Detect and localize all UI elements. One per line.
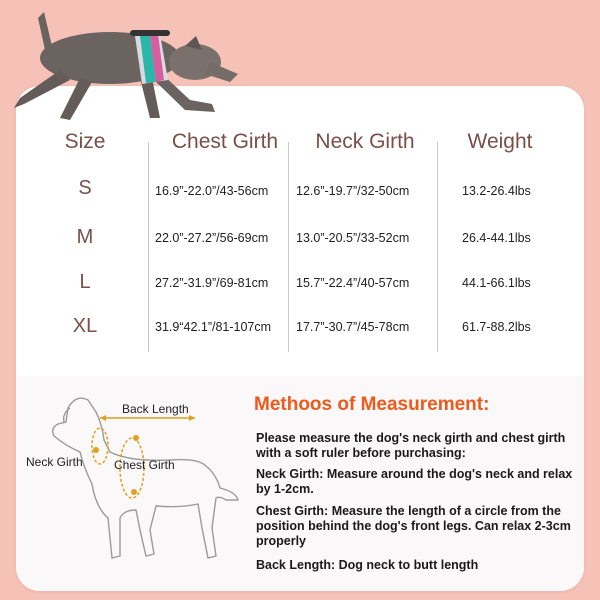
row-weight: 26.4-44.1lbs <box>462 231 531 245</box>
row-chest: 27.2”-31.9”/69-81cm <box>155 276 269 290</box>
column-divider <box>437 142 438 352</box>
row-size: M <box>76 226 94 248</box>
row-neck: 12.6”-19.7”/32-50cm <box>296 184 410 198</box>
column-divider <box>148 142 149 352</box>
method-neck: Neck Girth: Measure around the dog's neck and relax by 1-2cm. <box>256 467 573 496</box>
neck-girth-loop <box>92 428 108 464</box>
row-neck: 13.0”-20.5”/33-52cm <box>296 231 410 245</box>
row-size: XL <box>72 315 98 337</box>
back-length-label: Back Length <box>122 402 189 416</box>
header-size: Size <box>64 130 106 153</box>
method-intro: Please measure the dog's neck girth and chest girth with a soft ruler before purchasing: <box>256 431 566 460</box>
row-weight: 13.2-26.4lbs <box>462 184 531 198</box>
size-table <box>50 130 570 355</box>
row-neck: 17.7”-30.7”/45-78cm <box>296 320 410 334</box>
method-back: Back Length: Dog neck to butt length <box>256 558 479 572</box>
dog-outline-icon <box>53 398 238 558</box>
dog-running-photo <box>0 0 250 130</box>
row-chest: 22.0”-27.2”/56-69cm <box>155 231 269 245</box>
header-chest-girth: Chest Girth <box>171 130 279 153</box>
row-weight: 61.7-88.2lbs <box>462 320 531 334</box>
method-title: Methoos of Measurement: <box>254 394 490 415</box>
row-neck: 15.7”-22.4”/40-57cm <box>296 276 410 290</box>
row-chest: 31.9“42.1”/81-107cm <box>155 320 272 334</box>
column-divider <box>288 142 289 352</box>
row-size: S <box>78 177 92 199</box>
method-chest: Chest Girth: Measure the length of a circle from the position behind the dog's front legs. Can relax 2-3cm properly <box>256 504 571 548</box>
header-neck-girth: Neck Girth <box>315 130 415 153</box>
row-weight: 44.1-66.1lbs <box>462 276 531 290</box>
header-weight: Weight <box>467 130 533 153</box>
row-chest: 16.9”-22.0”/43-56cm <box>155 184 269 198</box>
row-size: L <box>79 271 91 293</box>
dog-outline-diagram <box>40 388 250 588</box>
neck-girth-label: Neck Girth <box>26 455 83 469</box>
chest-girth-label: Chest Girth <box>114 458 175 472</box>
